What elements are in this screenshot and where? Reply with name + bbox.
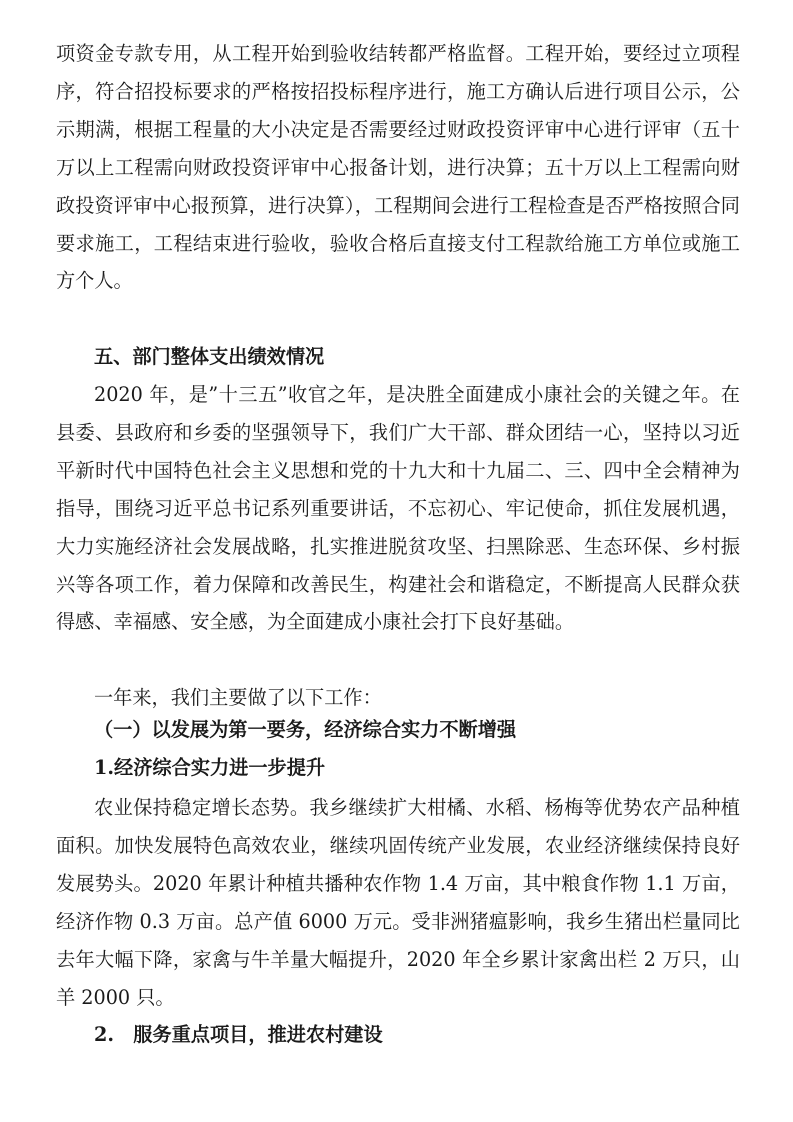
item-heading-economic-improvement: 1.经济综合实力进一步提升: [94, 756, 326, 779]
body-paragraph-funds-supervision: 项资金专款专用，从工程开始到验收结转都严格监督。工程开始，要经过立项程序，符合招投标要求的严格按招投标程序进行，施工方确认后进行项目公示，公示期满，根据工程量的大小决定是否需要经过财政投资评审中心进行评审（五十万以上工程需向财政投资评审中心报备计划，进行决算；五十万以上工程需向财政投资评审中心报预算，进行决算），工程期间会进行工程检查是否严格按照合同要求施工，工程结束进行验收，验收合格后直接支付工程款给施工方单位或施工方个人。: [56, 42, 740, 293]
subsection-heading-economic-strength: （一）以发展为第一要务，经济综合实力不断增强: [94, 718, 517, 741]
section-heading-overall-performance: 五、部门整体支出绩效情况: [94, 345, 325, 368]
body-paragraph-annual-overview: 2020 年，是”十三五”收官之年，是决胜全面建成小康社会的关键之年。在县委、县政府和乡委的坚强领导下，我们广大干部、群众团结一心，坚持以习近平新时代中国特色社会主义思想和党的十九大和十九届二、三、四中全会精神为指导，围绕习近平总书记系列重要讲话，不忘初心、牢记使命，抓住发展机遇，大力实施经济社会发展战略，扎实推进脱贫攻坚、扫黑除恶、生态环保、乡村振兴等各项工作，着力保障和改善民生，构建社会和谐稳定，不断提高人民群众获得感、幸福感、安全感，为全面建成小康社会打下良好基础。: [56, 383, 740, 634]
item-heading-key-projects: 2. 服务重点项目，推进农村建设: [94, 1023, 383, 1046]
body-paragraph-work-intro: 一年来，我们主要做了以下工作：: [94, 686, 382, 709]
body-paragraph-agriculture: 农业保持稳定增长态势。我乡继续扩大柑橘、水稻、杨梅等优势农产品种植面积。加快发展特色高效农业，继续巩固传统产业发展，农业经济继续保持良好发展势头。2020 年累计种植共播种农作物 1.4 万亩，其中粮食作物 1.1 万亩，经济作物 0.3 万亩。总产值 6000 万元。受非洲猪瘟影响，我乡生猪出栏量同比去年大幅下降，家禽与牛羊量大幅提升，2020 年全乡累计家禽出栏 2 万只，山羊 2000 只。: [56, 796, 740, 1009]
